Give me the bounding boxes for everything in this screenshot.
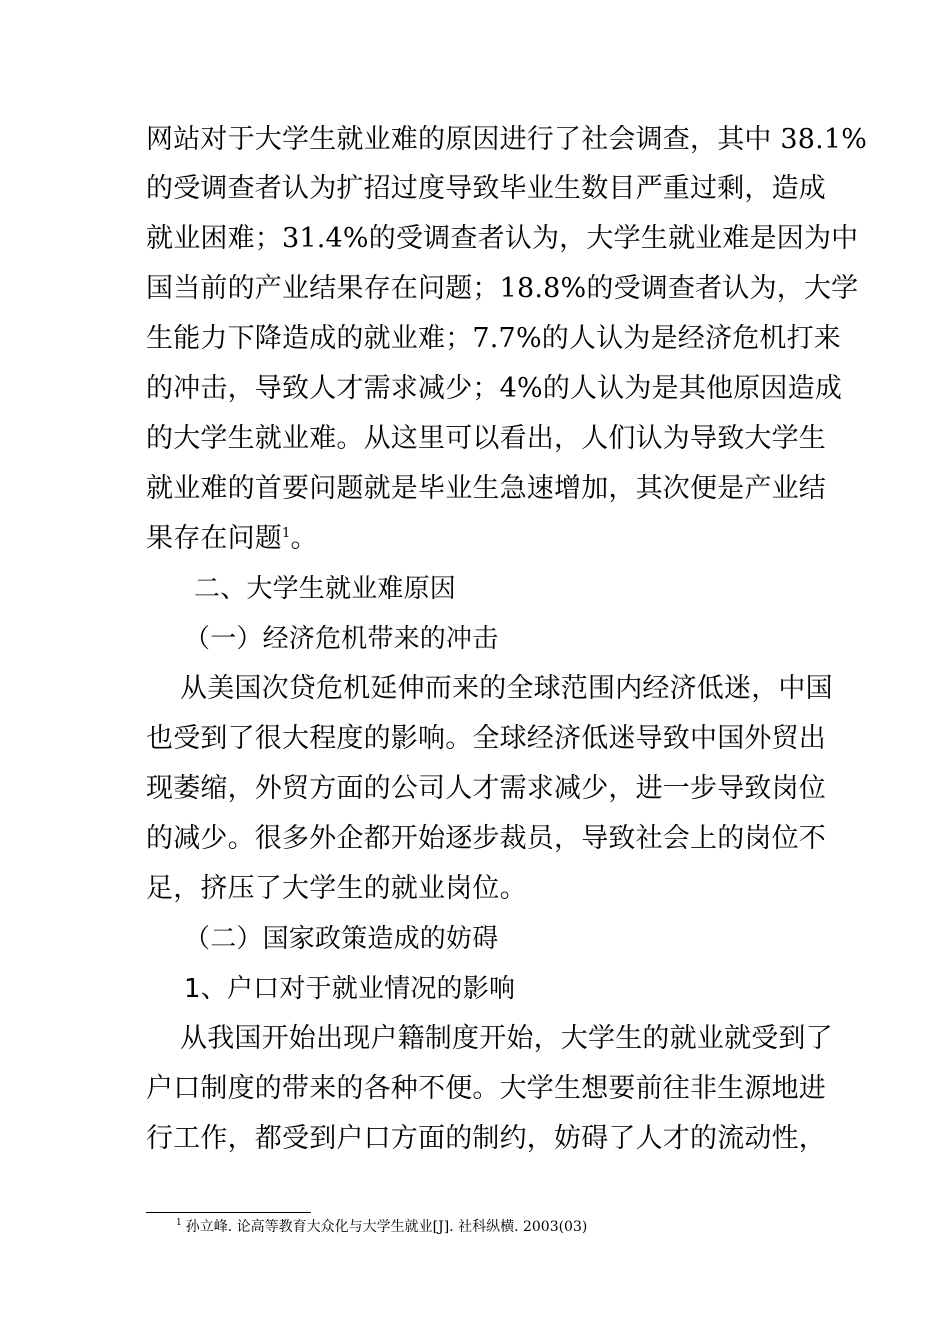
paragraph-text: 。	[290, 523, 318, 554]
paragraph-line: 足，挤压了大学生的就业岗位。	[146, 873, 527, 904]
footnote-reference[interactable]: 1	[282, 526, 291, 541]
paragraph-line: 的减少。很多外企都开始逐步裁员，导致社会上的岗位不	[146, 823, 826, 854]
paragraph-line: 从我国开始出现户籍制度开始，大学生的就业就受到了	[180, 1023, 833, 1054]
paragraph-line: 户口制度的带来的各种不便。大学生想要前往非生源地进	[146, 1073, 826, 1104]
footnote-separator	[146, 1212, 311, 1213]
paragraph-line: 的冲击，导致人才需求减少；4%的人认为是其他原因造成	[146, 373, 843, 404]
subsection-heading: （二）国家政策造成的妨碍	[184, 924, 499, 954]
footnote-mark: 1	[176, 1218, 182, 1229]
paragraph-line: 的受调查者认为扩招过度导致毕业生数目严重过剩，造成	[146, 173, 826, 204]
footnote-text: 孙立峰. 论高等教育大众化与大学生就业[J]. 社科纵横. 2003(03)	[185, 1219, 588, 1235]
paragraph-line: 国当前的产业结果存在问题；18.8%的受调查者认为，大学	[146, 273, 859, 304]
paragraph-line: 也受到了很大程度的影响。全球经济低迷导致中国外贸出	[146, 723, 826, 754]
footnote	[176, 1218, 587, 1236]
item-heading: 1、户口对于就业情况的影响	[184, 974, 516, 1004]
paragraph-line: 从美国次贷危机延伸而来的全球范围内经济低迷，中国	[180, 673, 833, 704]
paragraph-line: 现萎缩，外贸方面的公司人才需求减少，进一步导致岗位	[146, 773, 826, 804]
paragraph-text: 果存在问题	[146, 523, 282, 554]
paragraph-line: 行工作，都受到户口方面的制约，妨碍了人才的流动性，	[146, 1123, 826, 1154]
paragraph-line: 生能力下降造成的就业难；7.7%的人认为是经济危机打来	[146, 323, 841, 354]
section-heading: 二、大学生就业难原因	[194, 574, 457, 604]
paragraph-line: 就业困难；31.4%的受调查者认为，大学生就业难是因为中	[146, 223, 859, 254]
paragraph-last-line	[146, 524, 318, 554]
paragraph-line: 的大学生就业难。从这里可以看出，人们认为导致大学生	[146, 423, 826, 454]
paragraph-line: 网站对于大学生就业难的原因进行了社会调查，其中 38.1%	[146, 124, 868, 155]
subsection-heading: （一）经济危机带来的冲击	[184, 624, 499, 654]
paragraph-line: 就业难的首要问题就是毕业生急速增加，其次便是产业结	[146, 473, 826, 504]
